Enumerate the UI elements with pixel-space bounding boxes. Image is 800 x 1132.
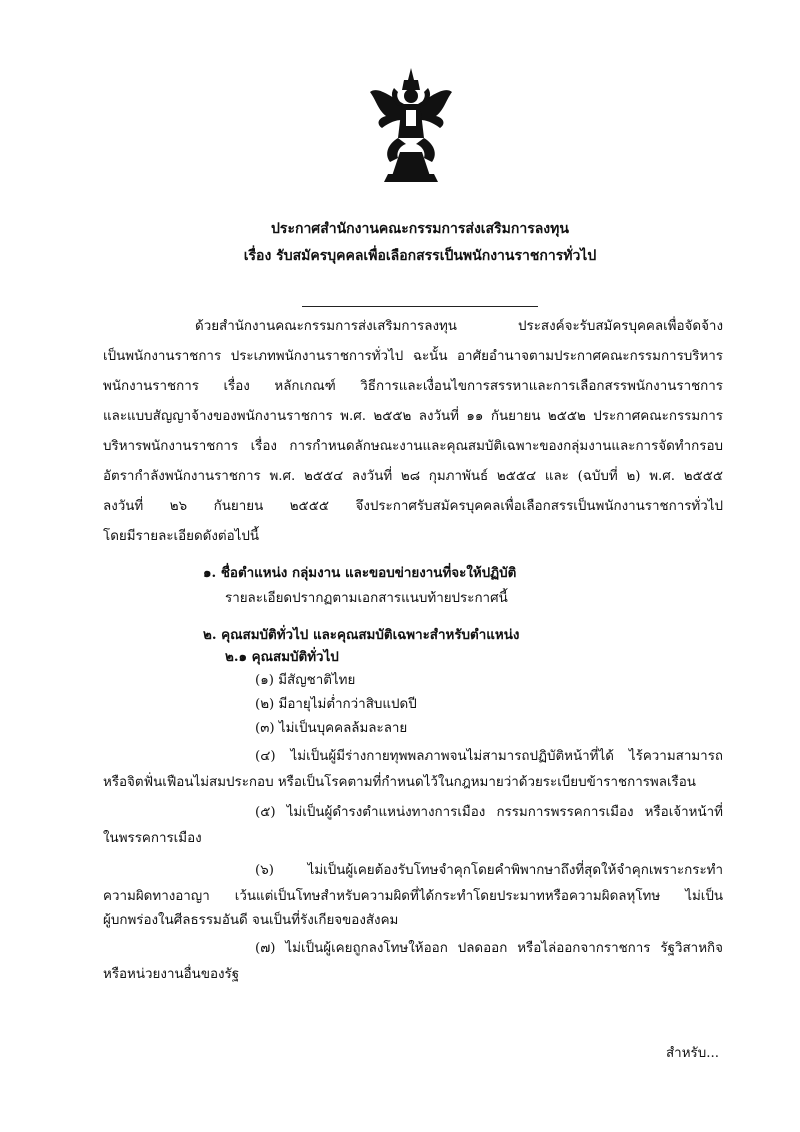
section-1-heading: ๑. ชื่อตำแหน่ง กลุ่มงาน และขอบข่ายงานที่จะให้ปฏิบัติ [203, 565, 517, 581]
announcement-title: ประกาศสำนักงานคณะกรรมการส่งเสริมการลงทุน [271, 221, 569, 237]
qualification-item: (๓) ไม่เป็นบุคคลล้มละลาย [255, 721, 408, 736]
qualification-item: (๔) ไม่เป็นผู้มีร่างกายทุพพลภาพจนไม่สามารถปฏิบัติหน้าที่ได้ ไร้ความสามารถ [255, 749, 723, 764]
intro-line: ลงวันที่ ๒๖ กันยายน ๒๕๕๕ จึงประกาศรับสมัครบุคคลเพื่อเลือกสรรเป็นพนักงานราชการทั่วไป [103, 499, 723, 514]
intro-line: เป็นพนักงานราชการ ประเภทพนักงานราชการทั่วไป ฉะนั้น อาศัยอำนาจตามประกาศคณะกรรมการบริหาร [103, 349, 723, 364]
qualification-item-cont: หรือจิตฟั่นเฟือนไม่สมประกอบ หรือเป็นโรคตามที่กำหนดไว้ในกฎหมายว่าด้วยระเบียบข้าราชการพลเรือน [103, 775, 696, 790]
qualification-item: (๒) มีอายุไม่ต่ำกว่าสิบแปดปี [255, 697, 417, 712]
continuation-marker: สำหรับ... [666, 1046, 719, 1061]
qualification-item-cont: หรือหน่วยงานอื่นของรัฐ [103, 967, 240, 982]
title-divider [302, 306, 538, 307]
intro-line: ด้วยสำนักงานคณะกรรมการส่งเสริมการลงทุน ประสงค์จะรับสมัครบุคคลเพื่อจัดจ้าง [195, 319, 723, 334]
garuda-emblem-icon [368, 66, 454, 184]
qualification-item: (๕) ไม่เป็นผู้ดำรงตำแหน่งทางการเมือง กรรมการพรรคการเมือง หรือเจ้าหน้าที่ [255, 805, 723, 820]
announcement-subject: เรื่อง รับสมัครบุคคลเพื่อเลือกสรรเป็นพนักงานราชการทั่วไป [243, 248, 597, 264]
qualification-item: (๑) มีสัญชาติไทย [255, 673, 356, 688]
qualification-item-cont: ความผิดทางอาญา เว้นแต่เป็นโทษสำหรับความผิดที่ได้กระทำโดยประมาทหรือความผิดลหุโทษ ไม่เป็น [103, 889, 723, 904]
section-2-1-heading: ๒.๑ คุณสมบัติทั่วไป [225, 649, 339, 665]
intro-line: บริหารพนักงานราชการ เรื่อง การกำหนดลักษณะงานและคุณสมบัติเฉพาะของกลุ่มงานและการจัดทำกรอบ [103, 439, 723, 454]
intro-line: อัตรากำลังพนักงานราชการ พ.ศ. ๒๕๕๔ ลงวันที่ ๒๘ กุมภาพันธ์ ๒๕๕๔ และ (ฉบับที่ ๒) พ.ศ. ๒๕๕๕ [103, 469, 723, 484]
intro-line: โดยมีรายละเอียดดังต่อไปนี้ [103, 529, 260, 544]
qualification-item: (๗) ไม่เป็นผู้เคยถูกลงโทษให้ออก ปลดออก หรือไล่ออกจากราชการ รัฐวิสาหกิจ [255, 941, 723, 956]
intro-line: และแบบสัญญาจ้างของพนักงานราชการ พ.ศ. ๒๕๕๒ ลงวันที่ ๑๑ กันยายน ๒๕๕๒ ประกาศคณะกรรมการ [103, 409, 723, 424]
qualification-item-cont: ในพรรคการเมือง [103, 831, 202, 846]
section-2-heading: ๒. คุณสมบัติทั่วไป และคุณสมบัติเฉพาะสำหรับตำแหน่ง [203, 627, 520, 643]
section-1-detail: รายละเอียดปรากฏตามเอกสารแนบท้ายประกาศนี้ [225, 591, 508, 606]
intro-line: พนักงานราชการ เรื่อง หลักเกณฑ์ วิธีการและเงื่อนไขการสรรหาและการเลือกสรรพนักงานราชการ [103, 379, 723, 394]
qualification-item-cont: ผู้บกพร่องในศีลธรรมอันดี จนเป็นที่รังเกียจของสังคม [103, 913, 399, 928]
qualification-item: (๖) ไม่เป็นผู้เคยต้องรับโทษจำคุกโดยคำพิพากษาถึงที่สุดให้จำคุกเพราะกระทำ [255, 863, 723, 878]
